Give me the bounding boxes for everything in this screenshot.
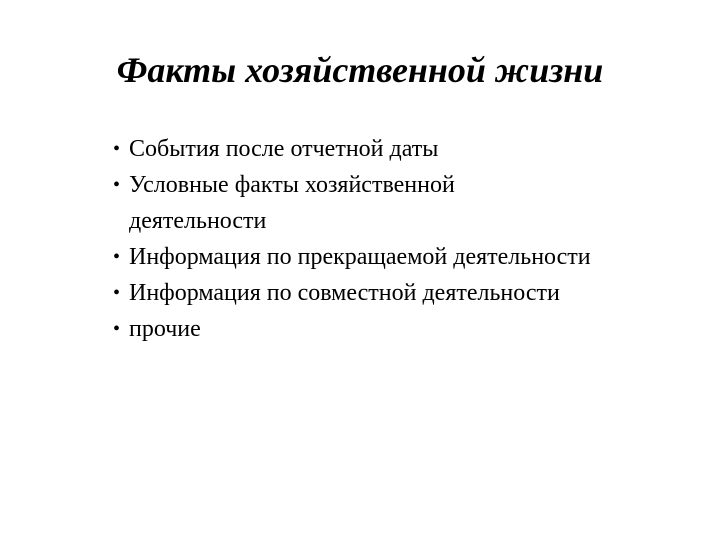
bullet-list — [113, 131, 713, 347]
list-item-text: Информация по совместной деятельности — [129, 280, 560, 306]
list-item-text-continuation: деятельности — [129, 208, 267, 234]
list-item-text: События после отчетной даты — [129, 136, 439, 162]
list-item-text: прочие — [129, 316, 201, 342]
bullet-icon: • — [113, 138, 121, 160]
list-item — [113, 167, 713, 239]
bullet-icon: • — [113, 282, 121, 304]
list-item-text: Условные факты хозяйственной — [129, 172, 455, 198]
bullet-icon: • — [113, 318, 121, 340]
list-item — [113, 239, 713, 275]
slide-title: Факты хозяйственной жизни — [116, 50, 604, 90]
list-item-text: Информация по прекращаемой деятельности — [129, 244, 591, 270]
bullet-icon: • — [113, 246, 121, 268]
list-item — [113, 311, 713, 347]
list-item — [113, 275, 713, 311]
list-item — [113, 131, 713, 167]
bullet-icon: • — [113, 174, 121, 196]
